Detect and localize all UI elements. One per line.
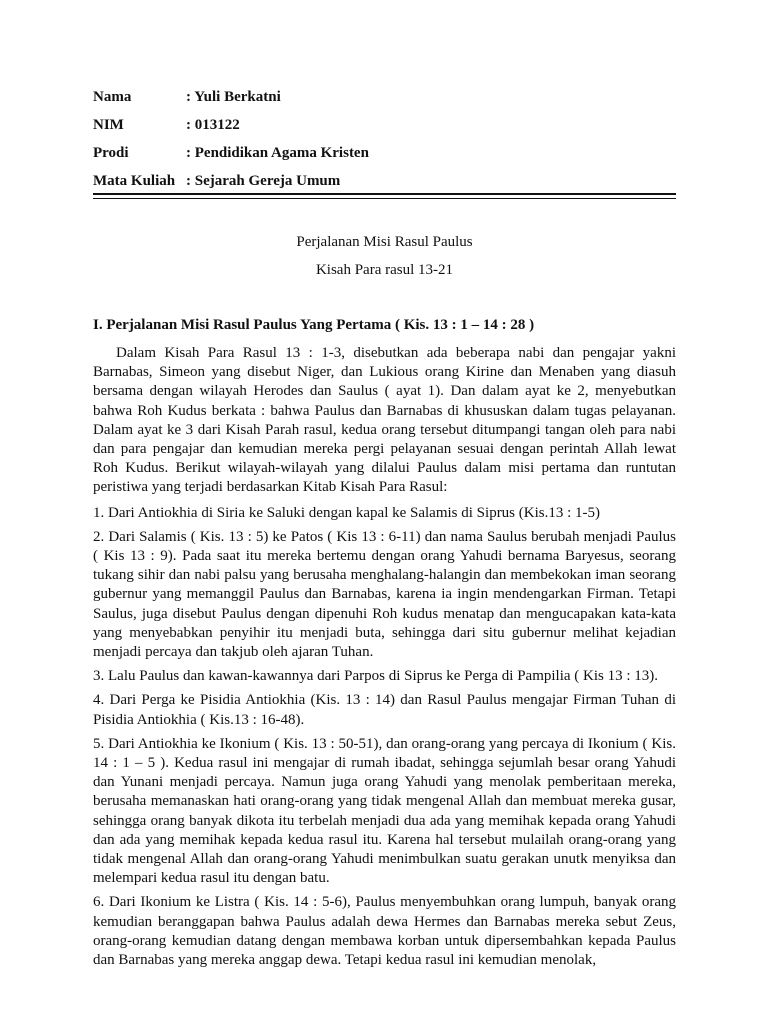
info-value: : Sejarah Gereja Umum	[186, 173, 341, 189]
header-divider-thick	[93, 193, 676, 195]
header-divider-thin	[93, 198, 676, 199]
info-value: : Yuli Berkatni	[186, 89, 281, 105]
list-item: 3. Lalu Paulus dan kawan-kawannya dari Parpos di Siprus ke Perga di Pampilia ( Kis 13 : 13).	[93, 668, 659, 685]
student-info-header	[93, 86, 675, 198]
list-item: 2. Dari Salamis ( Kis. 13 : 5) ke Patos ( Kis 13 : 6-11) dan nama Saulus berubah menjadi Paulus ( Kis 13 : 9). Pada saat itu mereka bertemu dengan orang Yahudi bernama Baryesus, seorang tukang sihir dan nabi palsu yang berusaha menghalang-halangin dan membekokan iman seorang gubernur yang memanggil Paulus dan Barnabas, karena ia ingin mendengarkan Firman. Tetapi Saulus, juga disebut Paulus dengan dipenuhi Roh kudus menatap dan mengucapakan kata-kata yang menyebabkan penyihir itu menjadi buta, sehingga dari situ gubernur melihat kejadian menjadi percaya dan takjub oleh ajaran Tuhan.	[93, 528, 676, 661]
list-item: 4. Dari Perga ke Pisidia Antiokhia (Kis. 13 : 14) dan Rasul Paulus mengajar Firman Tuhan di Pisidia Antiokhia ( Kis.13 : 16-48).	[93, 692, 676, 728]
info-label: Prodi	[93, 145, 129, 161]
section-body	[93, 344, 676, 975]
intro-paragraph: Dalam Kisah Para Rasul 13 : 1-3, disebutkan ada beberapa nabi dan pengajar yakni Barnabas, Simeon yang disebut Niger, dan Lukious orang Kirine dan Menaben yang diasuh bersama dengan wilayah Herodes dan Saulus ( ayat 1). Dan dalam ayat ke 2, menyebutkan bahwa Roh Kudus berkata : bahwa Paulus dan Barnabas di khususkan dalam tugas pelayanan. Dalam ayat ke 3 dari Kisah Parah rasul, kedua orang tersebut ditumpangi tangan oleh para nabi dan para pengajar dan kemudian mereka pergi pelayanan sesuai dengan perintah Allah lewat Roh Kudus. Berikut wilayah-wilayah yang dilalui Paulus dalam misi pertama dan runtutan peristiwa yang terjadi berdasarkan Kitab Kisah Para Rasul:	[93, 345, 676, 496]
section-heading: I. Perjalanan Misi Rasul Paulus Yang Pertama ( Kis. 13 : 1 – 14 : 28 )	[93, 317, 535, 333]
info-row-nim	[93, 114, 675, 142]
info-label: Mata Kuliah	[93, 173, 176, 189]
document-subtitle: Kisah Para rasul 13-21	[315, 262, 454, 278]
info-label: NIM	[93, 117, 124, 133]
list-item: 1. Dari Antiokhia di Siria ke Saluki dengan kapal ke Salamis di Siprus (Kis.13 : 1-5)	[93, 504, 601, 521]
document-title: Perjalanan Misi Rasul Paulus	[296, 234, 473, 250]
list-item: 5. Dari Antiokhia ke Ikonium ( Kis. 13 : 50-51), dan orang-orang yang percaya di Ikonium ( Kis. 14 : 1 – 5 ). Kedua rasul ini mengajar di rumah ibadat, sehingga sejumlah besar orang Yahudi dan Yunani menjadi percaya. Namun juga orang Yahudi yang menolak pemberitaan mereka, berusaha memanaskan hati orang-orang yang tidak mengenal Allah dan membuat mereka gusar, sehingga orang banyak dikota itu terbelah menjadi dua ada yang memihak kepada orang Yahudi dan ada yang memihak kepada kedua rasul itu. Karena hal tersebut mulailah orang-orang yang tidak mengenal Allah dan orang-orang Yahudi menimbulkan suatu gerakan unutk menyiksa dan melempari kedua rasul itu dengan batu.	[93, 735, 676, 887]
info-value: : 013122	[186, 117, 240, 133]
info-value: : Pendidikan Agama Kristen	[186, 145, 369, 161]
list-item: 6. Dari Ikonium ke Listra ( Kis. 14 : 5-6), Paulus menyembuhkan orang lumpuh, banyak orang kemudian beranggapan bahwa Paulus adalah dewa Hermes dan Barnabas mereka sebut Zeus, orang-orang kemudian datang dengan membawa korban untuk dipersembahkan kepada Paulus dan Barnabas yang mereka anggap dewa. Tetapi kedua rasul ini kemudian menolak,	[93, 894, 676, 969]
info-row-prodi	[93, 142, 675, 170]
info-label: Nama	[93, 89, 132, 105]
info-row-nama	[93, 86, 675, 114]
